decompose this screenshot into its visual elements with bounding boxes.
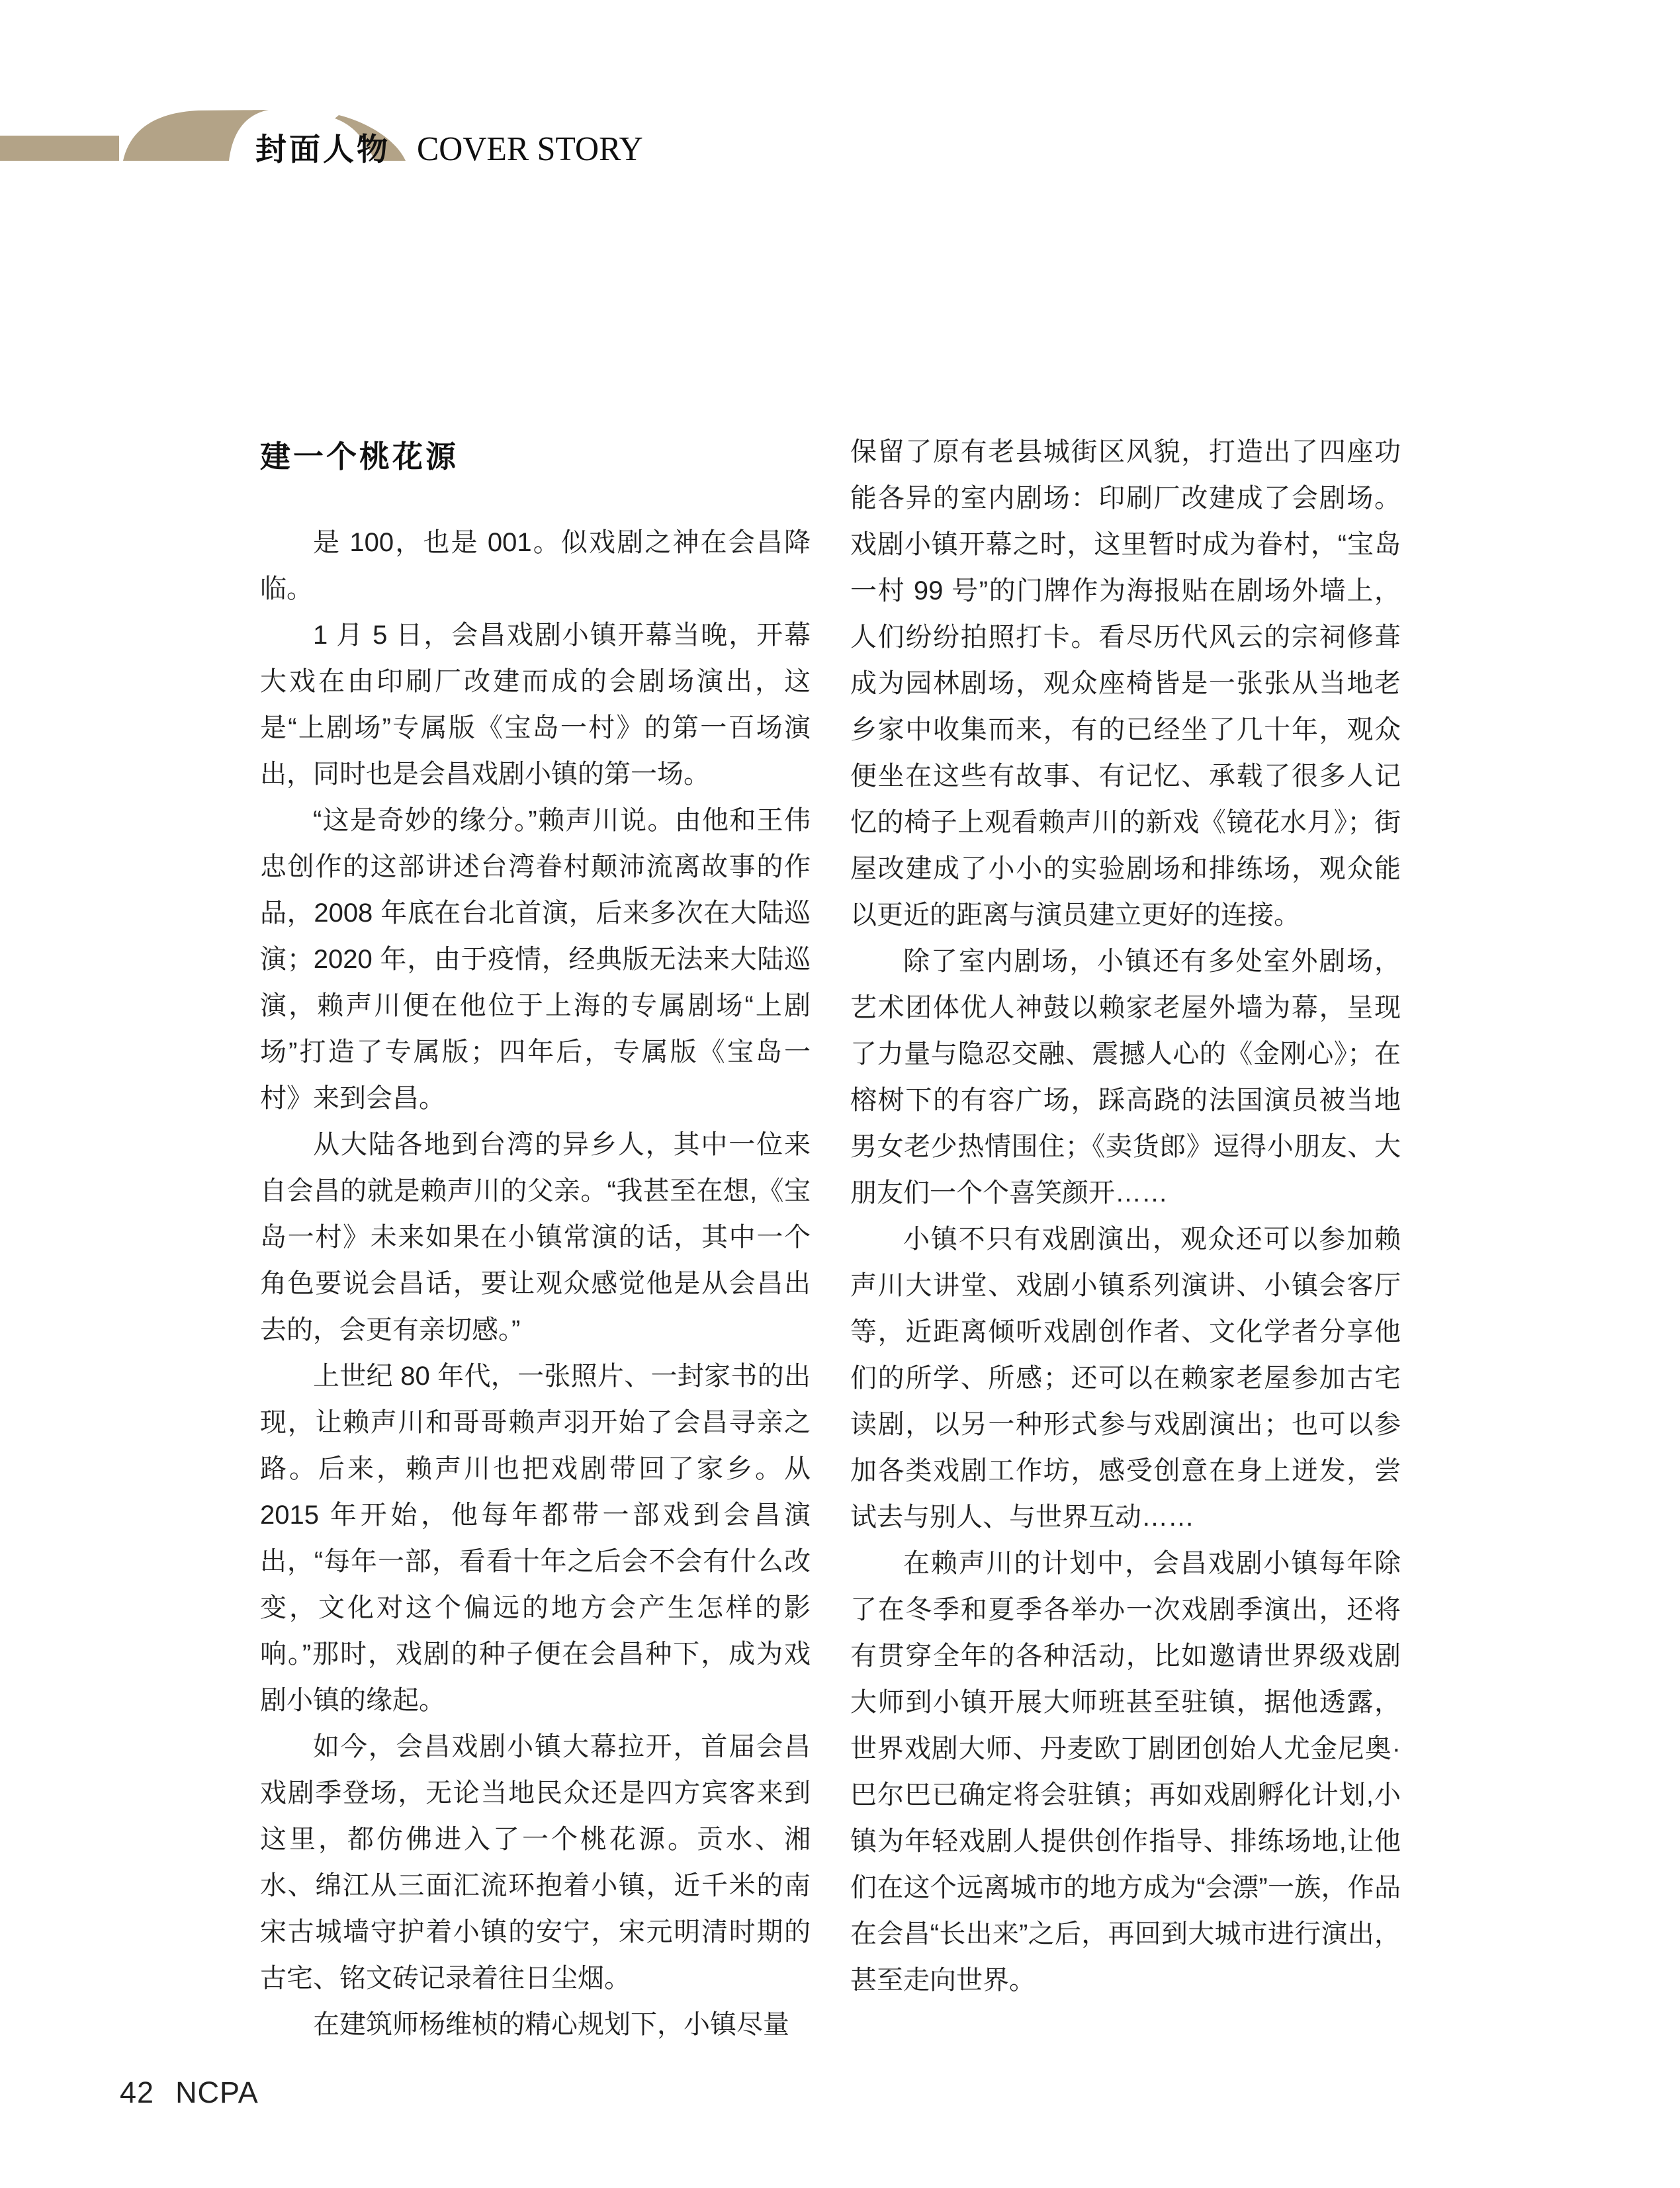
paragraph: 上世纪 80 年代，一张照片、一封家书的出现，让赖声川和哥哥赖声羽开始了会昌寻亲之路。后来，赖声川也把戏剧带回了家乡。从 2015 年开始，他每年都带一部戏到会昌演出，“每年一部，看看十年之后会不会有什么改变，文化对这个偏远的地方会产生怎样的影响。”那时，戏剧的种子便在会昌种下，成为戏剧小镇的缘起。 (260, 1362, 811, 1715)
paragraph: 是 100，也是 001。似戏剧之神在会昌降临。 (260, 528, 811, 603)
header-accent-bar (0, 136, 119, 161)
article-column-left (260, 433, 811, 2048)
paragraph: 在赖声川的计划中，会昌戏剧小镇每年除了在冬季和夏季各举办一次戏剧季演出，还将有贯穿全年的各种活动，比如邀请世界级戏剧大师到小镇开展大师班甚至驻镇，据他透露，世界戏剧大师、丹麦欧丁剧团创始人尤金尼奥·巴尔巴已确定将会驻镇；再如戏剧孵化计划,小镇为年轻戏剧人提供创作指导、排练场地,让他们在这个远离城市的地方成为“会漂”一族，作品在会昌“长出来”之后，再回到大城市进行演出，甚至走向世界。 (850, 1549, 1401, 1995)
article-column-right (850, 429, 1401, 2003)
paragraph: “这是奇妙的缘分。”赖声川说。由他和王伟忠创作的这部讲述台湾眷村颠沛流离故事的作品，2008 年底在台北首演，后来多次在大陆巡演；2020 年，由于疫情，经典版无法来大陆巡演，赖声川便在他位于上海的专属剧场“上剧场”打造了专属版；四年后，专属版《宝岛一村》来到会昌。 (260, 806, 811, 1113)
paragraph: 从大陆各地到台湾的异乡人，其中一位来自会昌的就是赖声川的父亲。“我甚至在想,《宝岛一村》未来如果在小镇常演的话，其中一个角色要说会昌话，要让观众感觉他是从会昌出去的，会更有亲切感。” (260, 1130, 811, 1344)
page-header (0, 106, 1680, 192)
paragraph: 1 月 5 日，会昌戏剧小镇开幕当晚，开幕大戏在由印刷厂改建而成的会剧场演出，这是“上剧场”专属版《宝岛一村》的第一百场演出，同时也是会昌戏剧小镇的第一场。 (260, 621, 811, 789)
page-footer (120, 2078, 259, 2107)
section-title-chinese: 封面人物 (255, 132, 390, 167)
header-leaf-swoosh-icon (123, 110, 269, 161)
paragraph: 小镇不只有戏剧演出，观众还可以参加赖声川大讲堂、戏剧小镇系列演讲、小镇会客厅等，近距离倾听戏剧创作者、文化学者分享他们的所学、所感；还可以在赖家老屋参加古宅读剧，以另一种形式参与戏剧演出；也可以参加各类戏剧工作坊，感受创意在身上迸发，尝试去与别人、与世界互动…… (850, 1225, 1401, 1532)
left-column-paragraphs (260, 519, 811, 2048)
right-column-paragraphs (850, 429, 1401, 2003)
article-heading: 建一个桃花源 (260, 439, 459, 474)
paragraph: 在建筑师杨维桢的精心规划下，小镇尽量 (313, 2010, 789, 2039)
paragraph: 除了室内剧场，小镇还有多处室外剧场，艺术团体优人神鼓以赖家老屋外墙为幕，呈现了力量与隐忍交融、震撼人心的《金刚心》；在榕树下的有容广场，踩高跷的法国演员被当地男女老少热情围住；《卖货郎》逗得小朋友、大朋友们一个个喜笑颜开…… (850, 947, 1401, 1207)
paragraph: 如今，会昌戏剧小镇大幕拉开，首届会昌戏剧季登场，无论当地民众还是四方宾客来到这里，都仿佛进入了一个桃花源。贡水、湘水、绵江从三面汇流环抱着小镇，近千米的南宋古城墙守护着小镇的安宁，宋元明清时期的古宅、铭文砖记录着往日尘烟。 (260, 1732, 811, 1993)
journal-abbreviation: NCPA (175, 2076, 259, 2109)
paragraph: 保留了原有老县城街区风貌，打造出了四座功能各异的室内剧场：印刷厂改建成了会剧场。戏剧小镇开幕之时，这里暂时成为眷村，“宝岛一村 99 号”的门牌作为海报贴在剧场外墙上，人们纷纷拍照打卡。看尽历代风云的宗祠修葺成为园林剧场，观众座椅皆是一张张从当地老乡家中收集而来，有的已经坐了几十年，观众便坐在这些有故事、有记忆、承载了很多人记忆的椅子上观看赖声川的新戏《镜花水月》；街屋改建成了小小的实验剧场和排练场，观众能以更近的距离与演员建立更好的连接。 (850, 437, 1401, 930)
page-number: 42 (120, 2076, 155, 2109)
section-title-english: COVER STORY (417, 130, 643, 168)
